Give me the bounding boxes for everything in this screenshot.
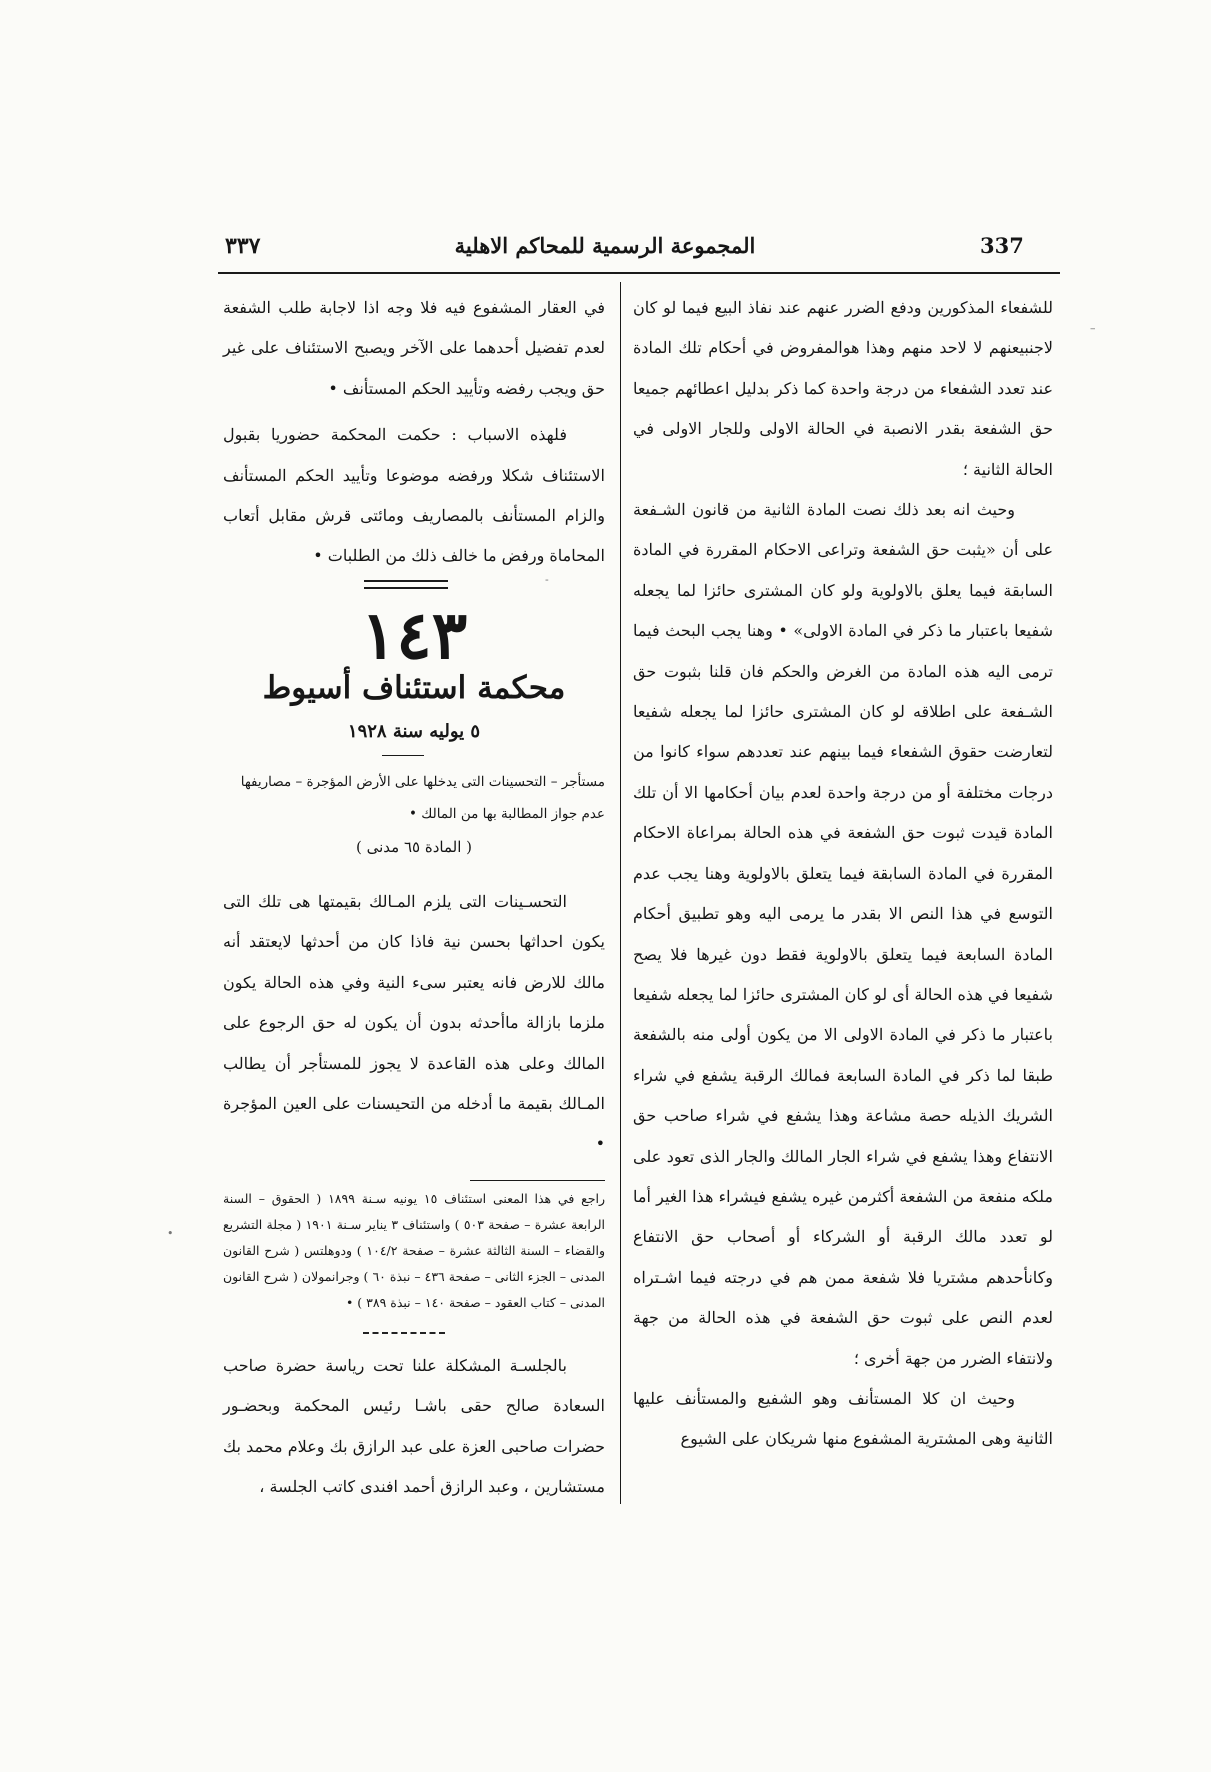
column-divider [620,282,621,1504]
right-column [633,288,1053,1460]
article-reference: ( المادة ٦٥ مدنى ) [355,838,473,856]
footnote-rule [470,1180,605,1181]
judgment-date: ٥ يوليه سنة ١٩٢٨ [347,721,481,742]
case-number: ١٤٣ [360,596,468,674]
session-paragraph [223,1346,605,1508]
paragraph: في العقار المشفوع فيه فلا وجه اذا لاجابة طلب الشفعة لعدم تفضيل أحدهما على الآخر ويصبح الاستئناف على غير حق ويجب رفضه وتأييد الحكم المستأنف • [223,298,605,398]
paragraph: بالجلسـة المشكلة علنا تحت رياسة حضرة صاحب السعادة صالح حقى باشـا رئيس المحكمة وبحضـور حضرات صاحبى العزة على عبد الرازق بك وعلام محمد بك مستشارين ، وعبد الرازق أحمد افندى كاتب الجلسة ، [223,1356,605,1497]
scan-speck: • [167,1227,174,1240]
section-divider [364,580,448,589]
case-summary: مستأجر – التحسينات التى يدخلها على الأرض المؤجرة – مصاريفها عدم جواز المطالبة بها من المالك • [240,774,605,822]
court-name: محكمة استئناف أسيوط [262,670,566,706]
heading-rule [382,755,424,756]
page-number-arabic: ٣٣٧ [225,233,261,259]
legal-principle [223,882,605,1165]
header-rule [218,272,1060,274]
dashed-divider [363,1332,445,1334]
running-title: المجموعة الرسمية للمحاكم الاهلية [454,233,756,258]
page-number-latin: 337 [980,233,1024,258]
paragraph: التحسـينات التى يلزم المـالك بقيمتها هى تلك التى يكون احداثها بحسن نية فاذا كان من أحدثها لايعتقد أنه مالك للارض فانه يعتبر سىء النية وفي هذه الحالة يكون ملزما بازالة ماأحدثه بدون أن يكون له حق الرجوع على المالك وعلى هذه القاعدة لا يجوز للمستأجر أن يطالب المـالك بقيمة ما أدخله من التحيسنات على العين المؤجرة • [223,892,605,1154]
ruling-paragraph: فلهذه الاسباب : حكمت المحكمة حضوريا بقبول الاستئناف شكلا ورفضه موضوعا وتأييد الحكم المستأنف والزام المستأنف بالمصاريف ومائتى قرش مقابل أتعاب المحاماة ورفض ما خالف ذلك من الطلبات • [223,425,605,566]
left-column-top [223,288,605,577]
paragraph: للشفعاء المذكورين ودفع الضرر عنهم عند نفاذ البيع فيما لو كان لاجنبيعنهم لا لاحد منهم وهذا هوالمفروض في أحكام تلك المادة عند تعدد الشفعاء من درجة واحدة كما ذكر بدليل اعطائهم جميعا حق الشفعة بقدر الانصبة في الحالة الاولى وللجار الاولى في الحالة الثانية ؛ [633,298,1053,479]
scan-speck: - [545,573,549,586]
paragraph: وحيث ان كلا المستأنف وهو الشفيع والمستأنف عليها الثانية وهى المشترية المشفوع منها شريكان على الشيوع [633,1388,1053,1449]
scan-speck: – [1090,322,1096,335]
footnote: راجع في هذا المعنى استئناف ١٥ يونيه سـنة ١٨٩٩ ( الحقوق – السنة الرابعة عشرة – صفحة ٥٠٣ ) واستئناف ٣ يناير سـنة ١٩٠١ ( مجلة التشريع والقضاء – السنة الثالثة عشرة – صفحة ١٠٤/٢ ) ودوهلتس ( شرح القانون المدنى – الجزء الثانى – صفحة ٤٣٦ – نبذة ٦٠ ) وجرانمولان ( شرح القانون المدنى – كتاب العقود – صفحة ١٤٠ – نبذة ٣٨٩ ) • [223,1191,606,1310]
paragraph: وحيث انه بعد ذلك نصت المادة الثانية من قانون الشـفعة على أن «يثبت حق الشفعة وتراعى الاحكام المقررة في المادة السابقة فيما يعلق بالاولوية ولو كان المشترى حائزا لما يجعله شفيعا باعتبار ما ذكر في المادة الاولى» • وهنا يجب البحث فيما ترمى اليه هذه المادة من الغرض والحكم فان قلنا بثبوت حق الشـفعة على اطلاقه لو كان المشترى حائزا لما يجعله شفيعا لتعارضت حقوق الشفعاء فيما بينهم عند تعددهم سواء كانوا من درجات مختلفة أو من درجة واحدة لعدم بيان أحكامها الا أن تلك المادة قيدت ثبوت حق الشفعة في هذه الحالة بمراعاة الاحكام المقررة في المادة السابقة فيما يتعلق بالاولوية وهنا يجب عدم التوسع في هذا النص الا بقدر ما يرمى اليه وهو تطبيق أحكام المادة السابعة فيما يتعلق بالاولوية فقط دون غيرها فلا يصح شفيعا في هذه الحالة أى لو كان المشترى حائزا لما يجعله شفيعا باعتبار ما ذكر في المادة الاولى الا من يكون أولى منه بالشفعة طبقا لما ذكر في المادة السابعة فمالك الرقبة يشفع في شراء الشريك الذيله حصة مشاعة وهذا يشفع في شراء صاحب حق الانتفاع وهذا يشفع في شراء الجار المالك والجار الذى تعود على ملكه منفعة من الشفعة أكثرمن غيره يشفع فيشراء هذا الغير أما لو تعدد مالك الرقبة أو الشركاء أو أصحاب حق الانتفاع وكانأحدهم مشتريا فلا شفعة ممن هم في درجته فيما اشـتراه لعدم النص على ثبوت حق الشفعة في هذه الحالة من جهة ولانتفاء الضرر من جهة أخرى ؛ [633,500,1053,1368]
